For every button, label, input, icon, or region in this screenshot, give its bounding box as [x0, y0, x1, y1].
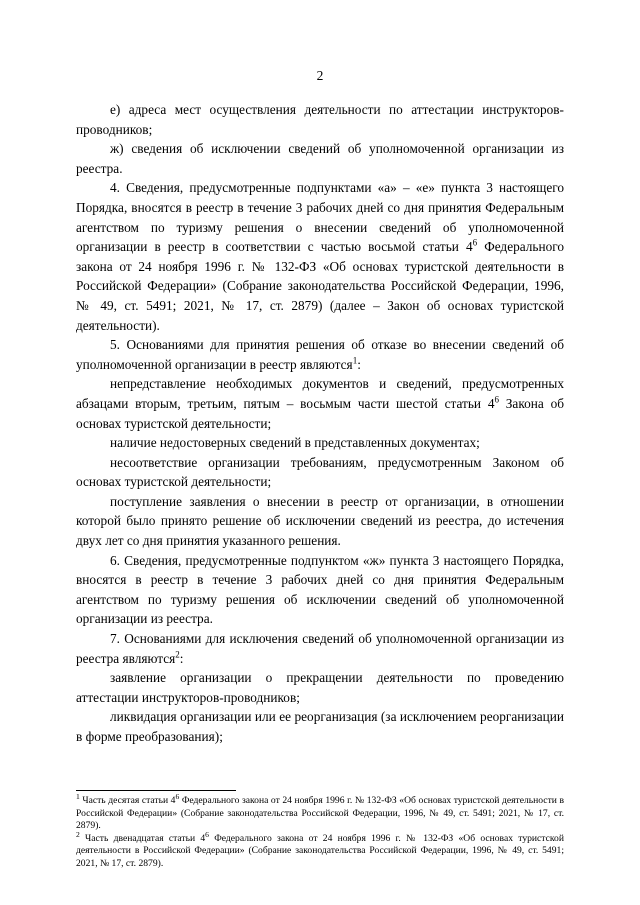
paragraph-5a	[76, 374, 564, 433]
footnote-separator	[76, 790, 236, 791]
footnote-1-text-after: Федерального закона от 24 ноября 1996 г. № 132-ФЗ «Об основах туристской деятельности в Российской Федерации» (Собрание законодательства Российской Федерации, 1996, № 49, ст. 5491; 2021, № 17, ст. 2879).	[76, 795, 564, 832]
paragraph-4-text: 4. Сведения, предусмотренные подпунктами «а» – «е» пункта 3 настоящего Порядка, вносятся в реестр в течение 3 рабочих дней со дня принятия Федеральным агентством по туризму решения о внесении сведений об уполномоченной организации в реестр в соответствии с частью восьмой статьи 4	[76, 180, 564, 255]
paragraph-5c: несоответствие организации требованиям, предусмотренным Законом об основах туристской деятельности;	[76, 454, 564, 490]
paragraph-6: 6. Сведения, предусмотренные подпунктом «ж» пункта 3 настоящего Порядка, вносятся в реестр в течение 3 рабочих дней со дня принятия Федеральным агентством по туризму решения об исключении сведений об уполномоченной организации из реестра.	[76, 552, 564, 627]
paragraph-e: е) адреса мест осуществления деятельности по аттестации инструкторов-проводников;	[76, 102, 564, 137]
footnote-2-text-after: Федерального закона от 24 ноября 1996 г. № 132-ФЗ «Об основах туристской деятельности в Российской Федерации» (Собрание законодательства Российской Федерации, 1996, № 49, ст. 5491; 2021, № 17, ст. 2879).	[76, 832, 564, 869]
paragraph-5-tail: :	[357, 356, 361, 372]
footnote-ref-2[interactable]: 2	[175, 649, 180, 660]
paragraph-5a-superscript: 6	[494, 394, 499, 405]
paragraph-7-text: 7. Основаниями для исключения сведений об уполномоченной организации из реестра являются	[76, 631, 564, 666]
paragraph-5a-text: непредставление необходимых документов и сведений, предусмотренных абзацами вторым, третьим, пятым – восьмым части шестой статьи 4	[76, 376, 564, 411]
paragraph-5b: наличие недостоверных сведений в представленных документах;	[110, 435, 480, 451]
paragraph-5-text: 5. Основаниями для принятия решения об отказе во внесении сведений об уполномоченной организации в реестр являются	[76, 337, 564, 372]
paragraph-4-tail: Федерального закона от 24 ноября 1996 г. № 132-ФЗ «Об основах туристской деятельности в Российской Федерации» (Собрание законодательства Российской Федерации, 1996, № 49, ст. 5491; 2021, № 17, ст. 2879) (далее – Закон об основах туристской деятельности).	[76, 239, 564, 333]
paragraph-5d: поступление заявления о внесении в реестр от организации, в отношении которой было принято решение об исключении сведений из реестра, до истечения двух лет со дня принятия указанного решения.	[76, 493, 564, 549]
paragraph-7	[76, 629, 564, 668]
footnote-1	[76, 791, 564, 833]
document-body	[76, 100, 564, 747]
footnotes-section	[76, 790, 564, 871]
footnote-1-superscript: 6	[175, 791, 180, 801]
paragraph-zh: ж) сведения об исключении сведений об уполномоченной организации из реестра.	[76, 141, 564, 176]
paragraph-4	[76, 178, 564, 335]
footnote-ref-1[interactable]: 1	[352, 355, 358, 366]
footnote-2-text-before: Часть двенадцатая статьи 4	[79, 832, 206, 844]
paragraph-7b: ликвидация организации или ее реорганизация (за исключением реорганизации в форме преобразования);	[76, 709, 564, 744]
paragraph-5	[76, 335, 564, 374]
footnote-2-marker: 2	[76, 829, 80, 839]
page-number: 2	[316, 68, 324, 83]
paragraph-4-superscript: 6	[472, 237, 478, 248]
paragraph-7a: заявление организации о прекращении деятельности по проведению аттестации инструкторов-проводников;	[76, 670, 564, 705]
footnote-2-superscript: 6	[205, 829, 209, 839]
paragraph-7-tail: :	[179, 650, 184, 666]
footnote-1-text-before: Часть десятая статьи 4	[79, 795, 176, 806]
footnote-1-marker: 1	[76, 791, 80, 801]
paragraph-5a-tail: Закона об основах туристской деятельности;	[76, 395, 564, 431]
footnote-2	[76, 829, 564, 871]
